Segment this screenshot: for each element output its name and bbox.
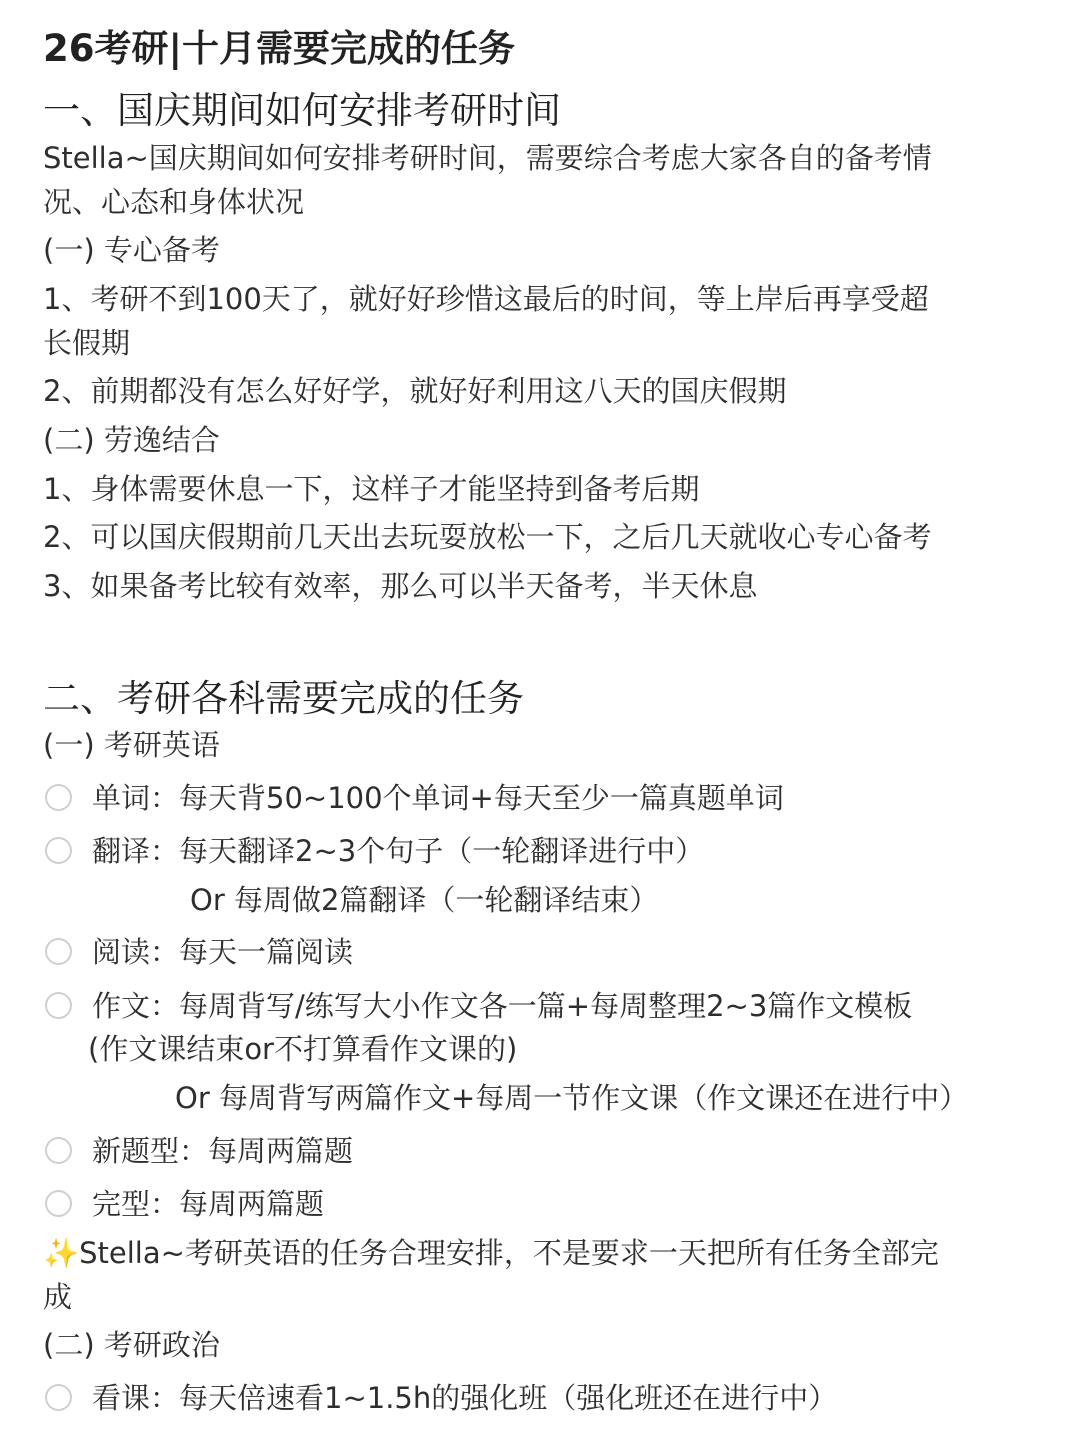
intro-line-1: Stella~国庆期间如何安排考研时间，需要综合考虑大家各自的备考情: [43, 141, 932, 175]
subheading-politics: (二) 考研政治: [43, 1328, 220, 1362]
focus-item-1: 1、考研不到100天了，就好好珍惜这最后的时间，等上岸后再享受超: [43, 282, 929, 316]
checkbox-circle-icon[interactable]: [45, 992, 72, 1019]
todo-text: 阅读：每天一篇阅读: [92, 935, 354, 969]
checkbox-circle-icon[interactable]: [45, 1137, 72, 1164]
todo-text: 翻译：每天翻译2~3个句子（一轮翻译进行中）: [92, 834, 705, 868]
balance-item-1: 1、身体需要休息一下，这样子才能坚持到备考后期: [43, 472, 700, 506]
english-tip-line-2: 成: [43, 1280, 73, 1314]
todo-translate-alt: Or 每周做2篇翻译（一轮翻译结束）: [190, 883, 659, 917]
focus-item-1-cont: 长假期: [43, 326, 131, 360]
focus-item-2: 2、前期都没有怎么好好学，就好好利用这八天的国庆假期: [43, 374, 787, 408]
section-heading-2: 二、考研各科需要完成的任务: [43, 677, 524, 720]
subheading-focus: (一) 专心备考: [43, 233, 220, 267]
checkbox-circle-icon[interactable]: [45, 938, 72, 965]
todo-text: 新题型：每周两篇题: [92, 1134, 354, 1168]
todo-essay-alt: Or 每周背写两篇作文+每周一节作文课（作文课还在进行中）: [175, 1081, 969, 1115]
checkbox-circle-icon[interactable]: [45, 1384, 72, 1411]
page-title: 26考研|十月需要完成的任务: [43, 27, 516, 70]
todo-text: 单词：每天背50~100个单词+每天至少一篇真题单词: [92, 781, 784, 815]
subheading-balance: (二) 劳逸结合: [43, 423, 220, 457]
checkbox-circle-icon[interactable]: [45, 784, 72, 811]
checkbox-circle-icon[interactable]: [45, 837, 72, 864]
todo-text: 作文：每周背写/练写大小作文各一篇+每周整理2~3篇作文模板: [92, 989, 913, 1023]
section-heading-1: 一、国庆期间如何安排考研时间: [43, 89, 561, 132]
balance-item-3: 3、如果备考比较有效率，那么可以半天备考，半天休息: [43, 569, 758, 603]
todo-text: 看课：每天倍速看1~1.5h的强化班（强化班还在进行中）: [92, 1381, 838, 1415]
subheading-english: (一) 考研英语: [43, 728, 220, 762]
todo-text: 完型：每周两篇题: [92, 1187, 325, 1221]
checkbox-circle-icon[interactable]: [45, 1190, 72, 1217]
sparkles-icon: ✨: [43, 1236, 80, 1270]
balance-item-2: 2、可以国庆假期前几天出去玩耍放松一下，之后几天就收心专心备考: [43, 520, 932, 554]
intro-line-2: 况、心态和身体状况: [43, 185, 305, 219]
english-tip-line-1: [43, 1231, 939, 1275]
english-tip-text: Stella~考研英语的任务合理安排，不是要求一天把所有任务全部完: [79, 1236, 939, 1270]
todo-essay-note: (作文课结束or不打算看作文课的): [88, 1032, 518, 1066]
